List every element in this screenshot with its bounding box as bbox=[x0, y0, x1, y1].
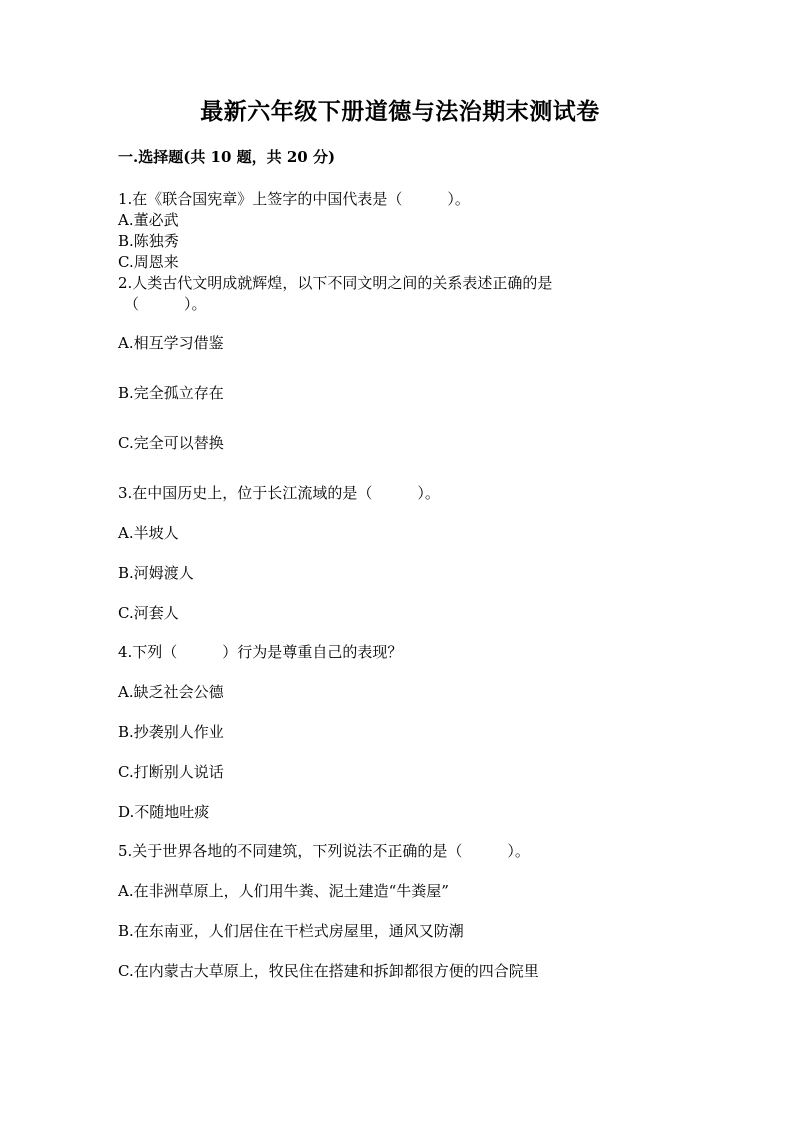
page-title: 最新六年级下册道德与法治期末测试卷 bbox=[200, 98, 600, 125]
question-1-option-b: B.陈独秀 bbox=[118, 232, 179, 250]
question-5-option-c: C.在内蒙古大草原上，牧民住在搭建和拆卸都很方便的四合院里 bbox=[118, 962, 539, 980]
question-2-option-c: C.完全可以替换 bbox=[118, 434, 224, 452]
question-1-stem: 1.在《联合国宪章》上签字的中国代表是（ ）。 bbox=[118, 190, 470, 208]
question-1-option-c: C.周恩来 bbox=[118, 253, 179, 271]
section-heading: 一.选择题(共 10 题，共 20 分) bbox=[118, 148, 336, 166]
question-3-option-b: B.河姆渡人 bbox=[118, 564, 194, 582]
question-5-option-b: B.在东南亚，人们居住在干栏式房屋里，通风又防潮 bbox=[118, 922, 464, 940]
question-3-option-a: A.半坡人 bbox=[118, 524, 179, 542]
question-4-option-c: C.打断别人说话 bbox=[118, 763, 224, 781]
question-3-stem: 3.在中国历史上，位于长江流域的是（ ）。 bbox=[118, 484, 440, 502]
question-5-stem: 5.关于世界各地的不同建筑，下列说法不正确的是（ ）。 bbox=[118, 842, 530, 860]
question-4-option-a: A.缺乏社会公德 bbox=[118, 683, 224, 701]
question-2-stem: 2.人类古代文明成就辉煌，以下不同文明之间的关系表述正确的是 bbox=[118, 274, 553, 292]
question-5-option-a: A.在非洲草原上，人们用牛粪、泥土建造“牛粪屋” bbox=[118, 882, 449, 900]
question-4-option-b: B.抄袭别人作业 bbox=[118, 723, 224, 741]
question-1-option-a: A.董必武 bbox=[118, 211, 179, 229]
question-2-option-b: B.完全孤立存在 bbox=[118, 384, 224, 402]
question-4-stem: 4.下列（ ）行为是尊重自己的表现？ bbox=[118, 643, 403, 661]
question-4-option-d: D.不随地吐痰 bbox=[118, 803, 210, 821]
question-2-option-a: A.相互学习借鉴 bbox=[118, 334, 224, 352]
question-3-option-c: C.河套人 bbox=[118, 604, 179, 622]
question-2-stem-continued: （ ）。 bbox=[124, 295, 207, 313]
